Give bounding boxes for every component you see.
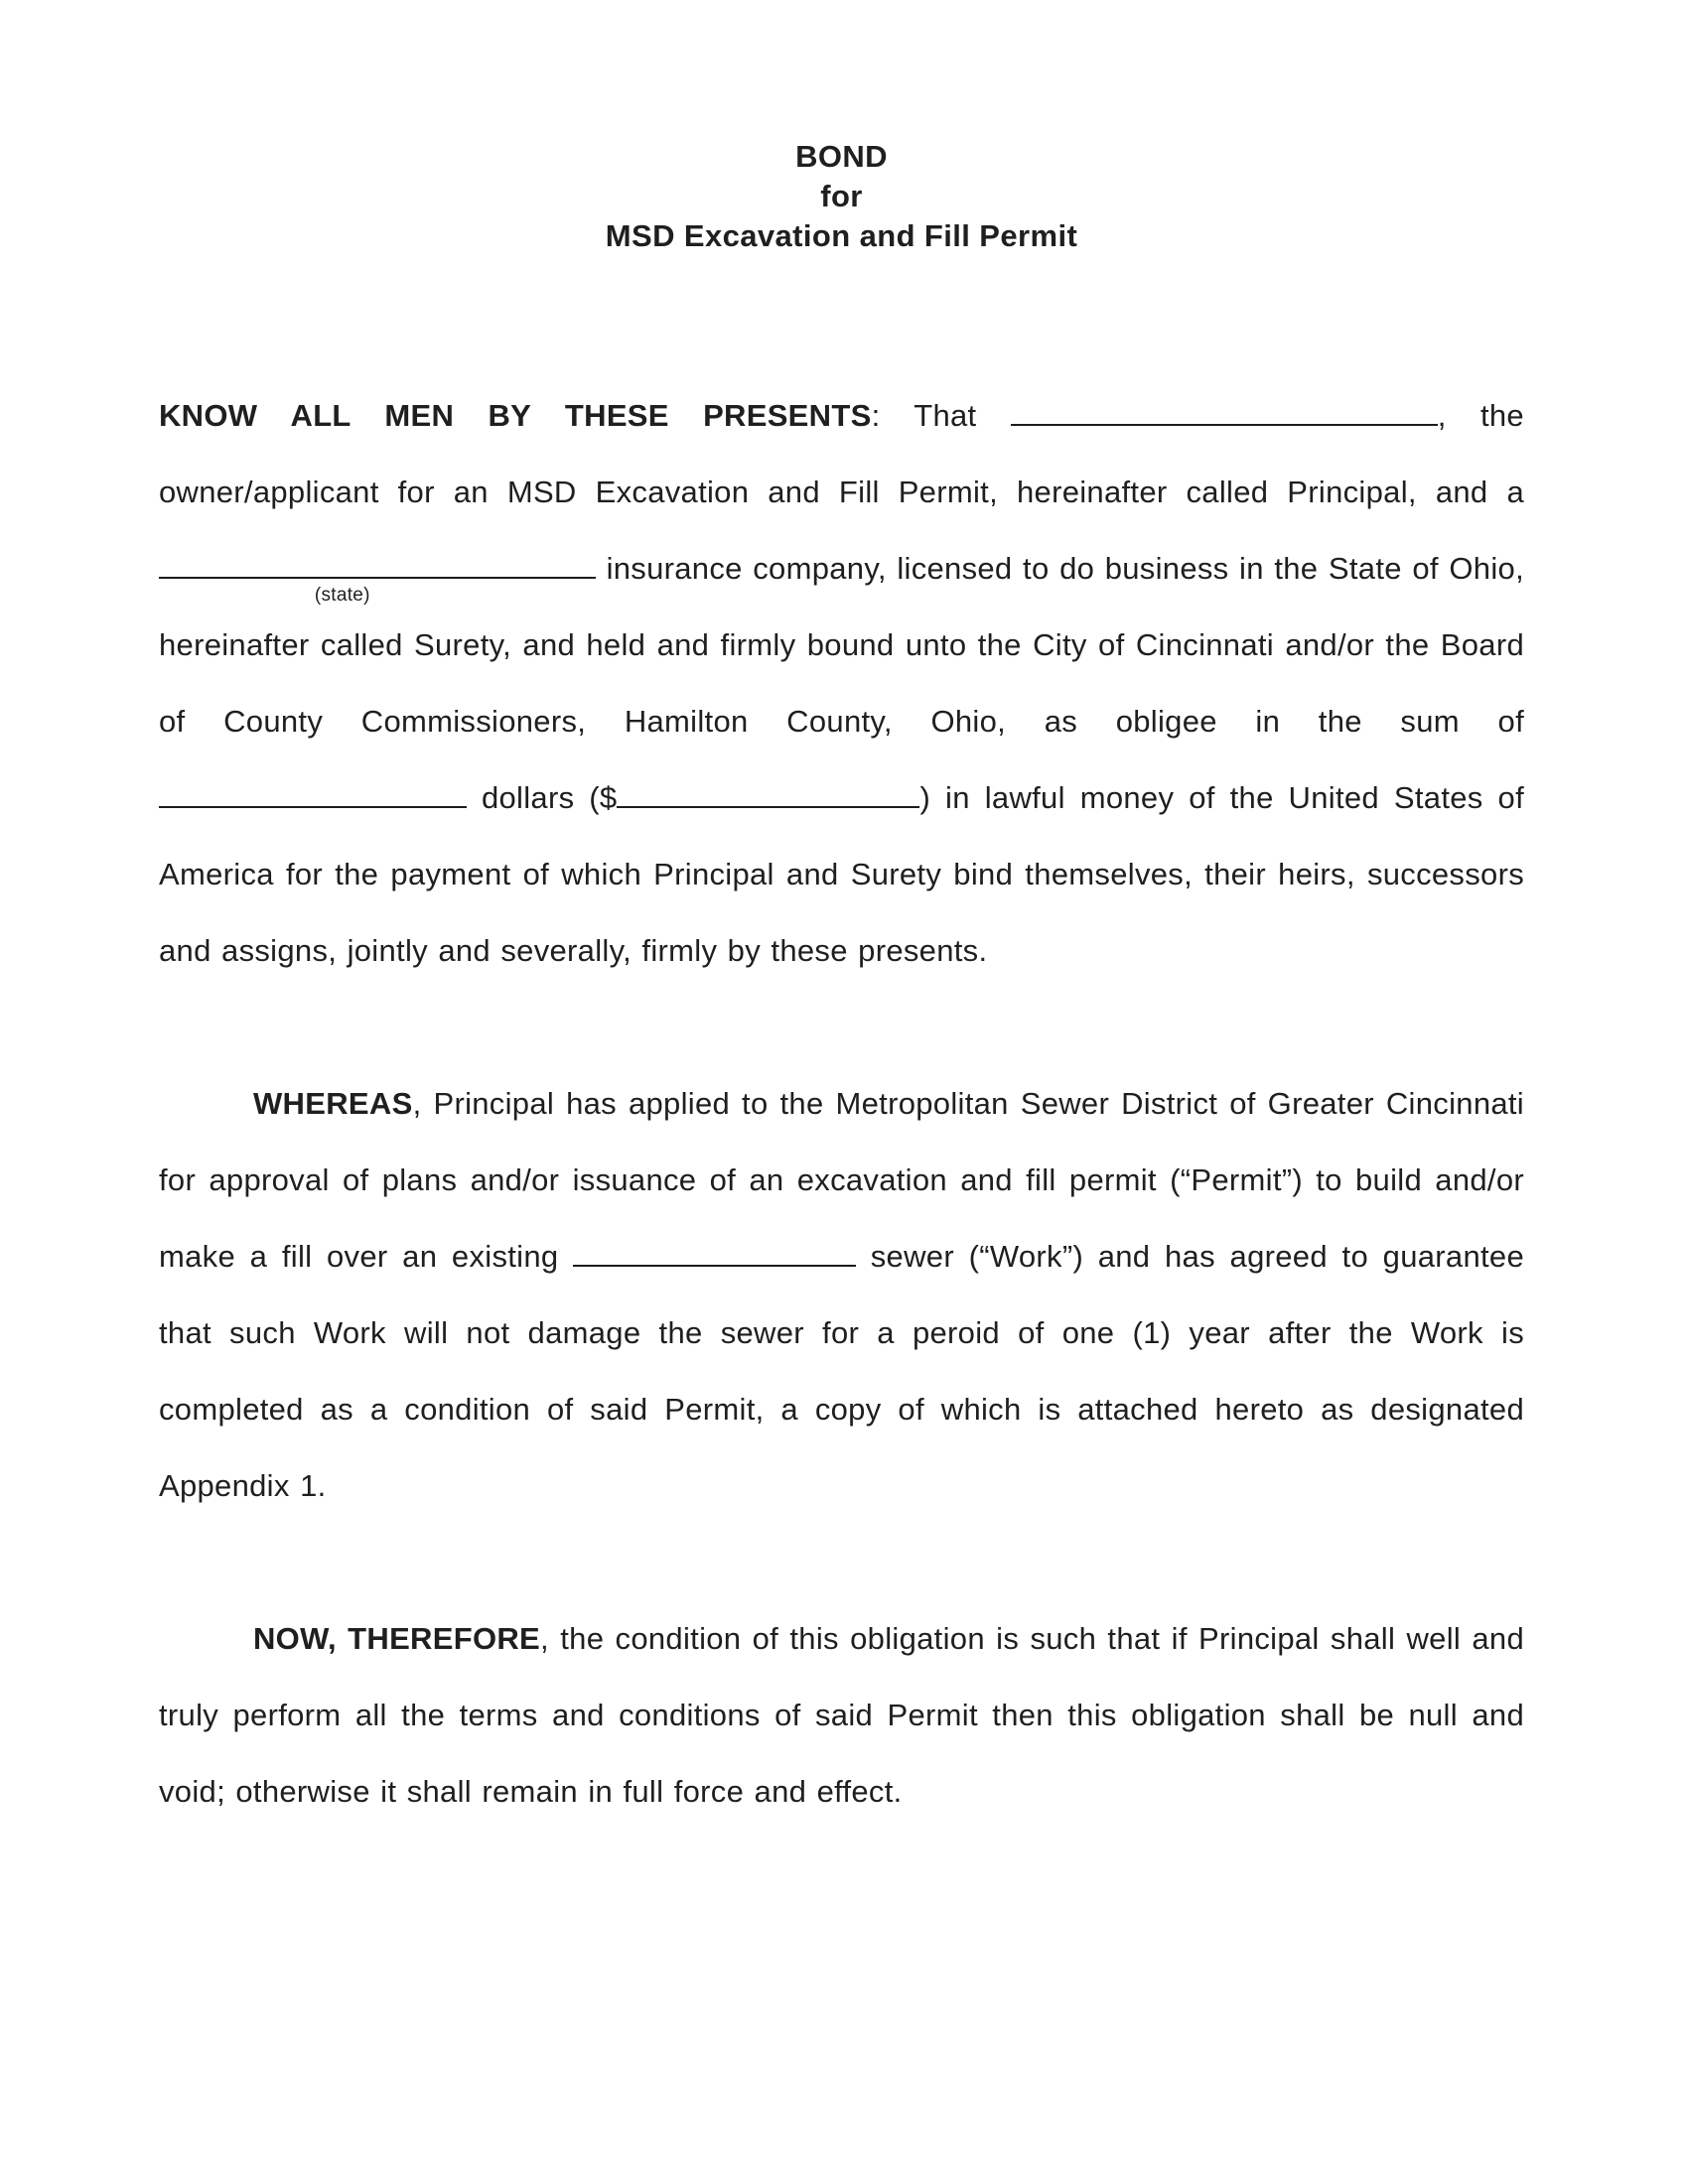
whereas-heading: WHEREAS [253, 1086, 413, 1121]
sewer-type-blank [573, 1265, 856, 1267]
know-all-men-heading: KNOW ALL MEN BY THESE PRESENTS [159, 398, 872, 433]
title-line-permit: MSD Excavation and Fill Permit [605, 218, 1078, 253]
paragraph-now-therefore [159, 1600, 1524, 1830]
text-run: : That [871, 398, 1011, 433]
text-run: , the owner/applicant for an MSD Excavation and Fill Permit, hereinafter called Principal, and a [159, 398, 1524, 509]
document-title [159, 137, 1524, 256]
document-body [159, 377, 1524, 1830]
text-run: sewer (“Work”) and has agreed to guarantee that such Work will not damage the sewer for a peroid of one (1) year after the Work is completed as a condition of said Permit, a copy of which is attached hereto as designated Appendix 1. [159, 1239, 1524, 1503]
text-run: dollars ($ [467, 780, 618, 815]
title-line-bond: BOND [795, 139, 888, 174]
principal-name-blank [1011, 424, 1438, 426]
text-run: , the condition of this obligation is such that if Principal shall well and truly perform all the terms and conditions of said Permit then this obligation shall be null and void; otherwise it shall remain in full force and effect. [159, 1621, 1524, 1809]
text-run: insurance company, licensed to do business in the State of Ohio, hereinafter called Surety, and held and firmly bound unto the City of Cincinnati and/or the Board of County Commissioners, Hamilton County, Ohio, as obligee in the sum of [159, 551, 1524, 739]
text-run: , Principal has applied to the Metropolitan Sewer District of Greater Cincinnati for approval of plans and/or issuance of an excavation and fill permit (“Permit”) to build and/or make a fill over an existing [159, 1086, 1524, 1274]
amount-figures-blank [617, 806, 919, 808]
state-blank-label: (state) [314, 585, 370, 606]
paragraph-whereas [159, 1065, 1524, 1524]
state-blank [159, 577, 596, 606]
paragraph-know-all-men [159, 377, 1524, 989]
text-run: ) in lawful money of the United States of America for the payment of which Principal and Surety bind themselves, their heirs, successors and assigns, jointly and severally, firmly by these presents. [159, 780, 1524, 968]
now-therefore-heading: NOW, THEREFORE [253, 1621, 541, 1656]
title-line-for: for [820, 179, 863, 213]
amount-words-blank [159, 806, 467, 808]
